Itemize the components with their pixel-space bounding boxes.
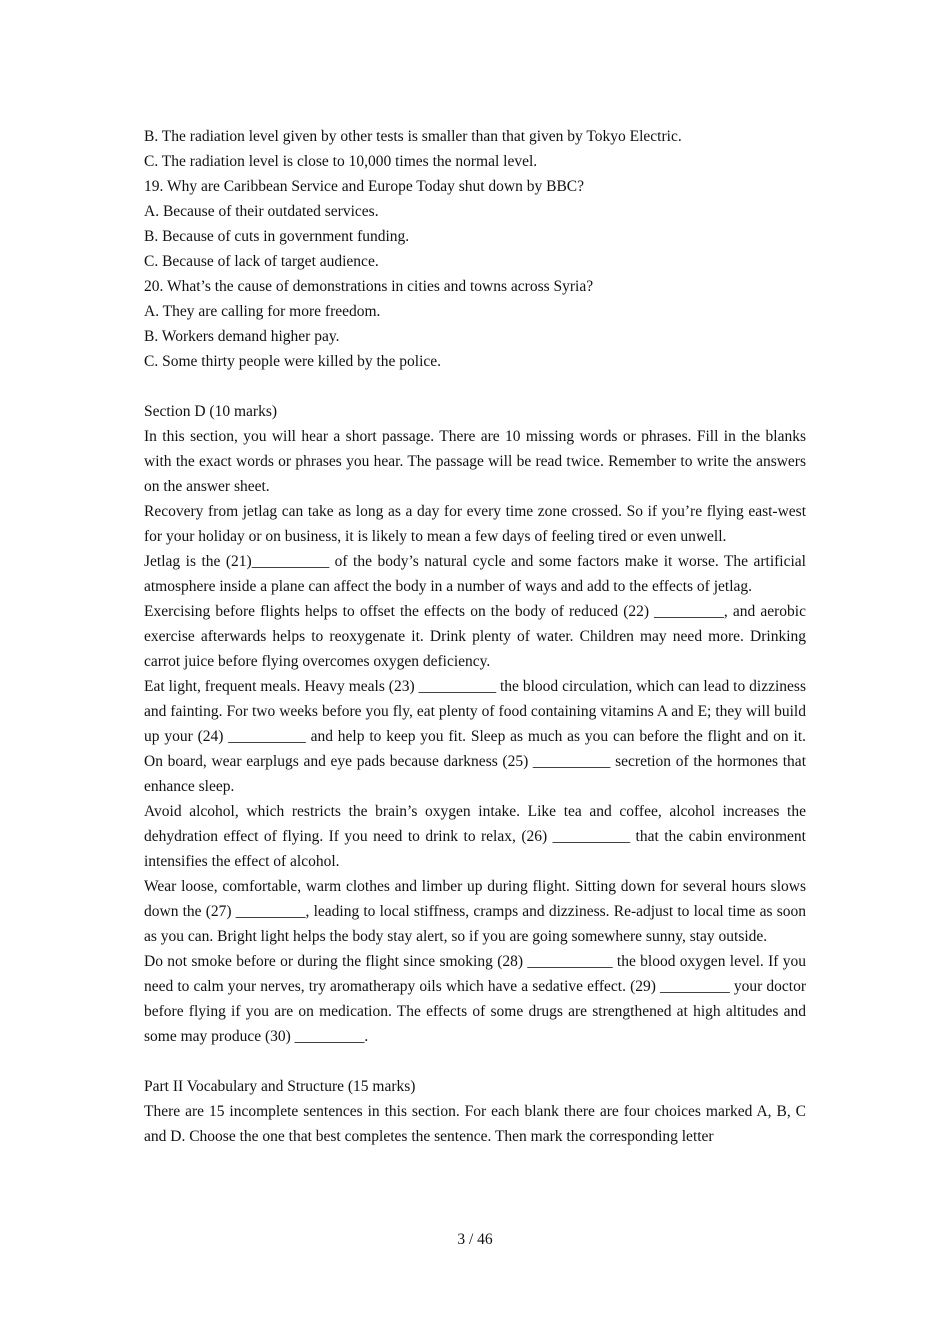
answer-option-20a: A. They are calling for more freedom. — [144, 303, 381, 320]
passage-paragraph-5: Avoid alcohol, which restricts the brain’s oxygen intake. Like tea and coffee, alcohol increases the dehydration effect of flying. If you need to drink to relax, (26) __________ that the cabin environment intensifies the effect of alcohol. — [144, 803, 806, 870]
passage-paragraph-1: Recovery from jetlag can take as long as a day for every time zone crossed. So if you’re flying east-west for your holiday or on business, it is likely to mean a few days of feeling tired or even unwell. — [144, 503, 806, 545]
question-20: 20. What’s the cause of demonstrations in cities and towns across Syria? — [144, 278, 594, 295]
answer-option-18b: B. The radiation level given by other tests is smaller than that given by Tokyo Electric. — [144, 128, 682, 145]
answer-option-18c: C. The radiation level is close to 10,000 times the normal level. — [144, 153, 538, 170]
answer-option-20b: B. Workers demand higher pay. — [144, 328, 340, 345]
answer-option-19b: B. Because of cuts in government funding. — [144, 228, 410, 245]
section-d-instructions: In this section, you will hear a short passage. There are 10 missing words or phrases. Fill in the blanks with the exact words or phrases you hear. The passage will be read twice. Remember to write the answers on the answer sheet. — [144, 428, 806, 495]
passage-paragraph-3: Exercising before flights helps to offset the effects on the body of reduced (22) _________, and aerobic exercise afterwards helps to reoxygenate it. Drink plenty of water. Children may need more. Drinking carrot juice before flying overcomes oxygen deficiency. — [144, 603, 806, 670]
passage-paragraph-7: Do not smoke before or during the flight since smoking (28) ___________ the blood oxygen level. If you need to calm your nerves, try aromatherapy oils which have a sedative effect. (29) _________ your doctor before flying if you are on medication. The effects of some drugs are strengthened at high altitudes and some may produce (30) _________. — [144, 953, 806, 1045]
answer-option-19c: C. Because of lack of target audience. — [144, 253, 379, 270]
spacer — [144, 1049, 806, 1074]
part-ii-heading: Part II Vocabulary and Structure (15 marks) — [144, 1078, 416, 1095]
answer-option-19a: A. Because of their outdated services. — [144, 203, 379, 220]
passage-paragraph-2: Jetlag is the (21)__________ of the body’s natural cycle and some factors make it worse. The artificial atmosphere inside a plane can affect the body in a number of ways and add to the effects of jetlag. — [144, 553, 806, 595]
page-body — [144, 124, 806, 1149]
passage-paragraph-6: Wear loose, comfortable, warm clothes and limber up during flight. Sitting down for several hours slows down the (27) _________, leading to local stiffness, cramps and dizziness. Re-adjust to local time as soon as you can. Bright light helps the body stay alert, so if you are going somewhere sunny, stay outside. — [144, 878, 806, 945]
part-ii-instructions: There are 15 incomplete sentences in this section. For each blank there are four choices marked A, B, C and D. Choose the one that best completes the sentence. Then mark the corresponding letter — [144, 1103, 806, 1145]
question-19: 19. Why are Caribbean Service and Europe Today shut down by BBC? — [144, 178, 584, 195]
page-number: 3 / 46 — [457, 1231, 493, 1248]
spacer — [144, 374, 806, 399]
section-d-heading: Section D (10 marks) — [144, 403, 278, 420]
passage-paragraph-4: Eat light, frequent meals. Heavy meals (23) __________ the blood circulation, which can lead to dizziness and fainting. For two weeks before you fly, eat plenty of food containing vitamins A and E; they will build up your (24) __________ and help to keep you fit. Sleep as much as you can before the flight and on it. On board, wear earplugs and eye pads because darkness (25) __________ secretion of the hormones that enhance sleep. — [144, 678, 806, 795]
answer-option-20c: C. Some thirty people were killed by the police. — [144, 353, 442, 370]
